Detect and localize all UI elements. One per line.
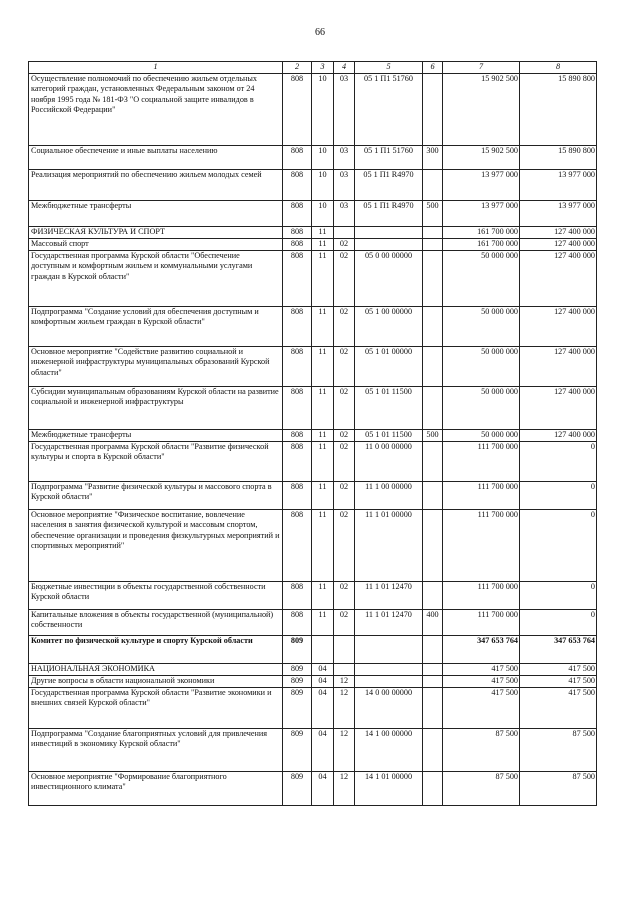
cell-grbs: 808	[283, 429, 312, 441]
cell-sum2: 0	[520, 581, 597, 609]
cell-vr: 300	[423, 145, 443, 169]
cell-vr	[423, 169, 443, 200]
cell-vr	[423, 581, 443, 609]
cell-vr	[423, 441, 443, 481]
cell-rz: 11	[312, 346, 334, 386]
table-row	[29, 441, 597, 481]
cell-csr: 11 1 01 00000	[355, 509, 423, 581]
cell-sum2: 127 400 000	[520, 429, 597, 441]
cell-vr	[423, 675, 443, 687]
cell-pr: 02	[334, 481, 355, 509]
cell-csr: 05 1 01 11500	[355, 386, 423, 429]
table-row	[29, 509, 597, 581]
cell-pr: 03	[334, 200, 355, 226]
table-row	[29, 226, 597, 238]
cell-sum2: 0	[520, 441, 597, 481]
cell-rz: 04	[312, 675, 334, 687]
cell-grbs: 808	[283, 581, 312, 609]
cell-vr: 400	[423, 609, 443, 635]
cell-sum1: 417 500	[443, 675, 520, 687]
cell-name: Государственная программа Курской области "Развитие физической культуры и спорта в Курской области"	[29, 441, 283, 481]
cell-rz: 10	[312, 73, 334, 145]
cell-grbs: 808	[283, 226, 312, 238]
cell-sum1: 161 700 000	[443, 226, 520, 238]
cell-vr	[423, 226, 443, 238]
cell-sum1: 417 500	[443, 663, 520, 675]
cell-pr: 02	[334, 346, 355, 386]
cell-pr	[334, 226, 355, 238]
cell-csr: 05 1 П1 51760	[355, 73, 423, 145]
cell-vr	[423, 346, 443, 386]
cell-sum1: 161 700 000	[443, 238, 520, 250]
cell-name: Социальное обеспечение и иные выплаты населению	[29, 145, 283, 169]
cell-vr	[423, 687, 443, 728]
table-row	[29, 145, 597, 169]
cell-csr: 11 1 01 12470	[355, 581, 423, 609]
cell-grbs: 808	[283, 169, 312, 200]
table-row	[29, 675, 597, 687]
column-header: 2	[283, 62, 312, 74]
cell-grbs: 808	[283, 73, 312, 145]
cell-sum1: 111 700 000	[443, 481, 520, 509]
cell-sum1: 87 500	[443, 771, 520, 805]
cell-sum1: 13 977 000	[443, 200, 520, 226]
column-header: 4	[334, 62, 355, 74]
table-row	[29, 200, 597, 226]
cell-pr	[334, 635, 355, 663]
cell-vr	[423, 250, 443, 306]
cell-rz: 11	[312, 509, 334, 581]
cell-sum1: 15 902 500	[443, 73, 520, 145]
cell-sum1: 15 902 500	[443, 145, 520, 169]
header-row	[29, 62, 597, 74]
cell-name: Реализация мероприятий по обеспечению жильем молодых семей	[29, 169, 283, 200]
cell-name: Подпрограмма "Развитие физической культуры и массового спорта в Курской области"	[29, 481, 283, 509]
cell-sum1: 111 700 000	[443, 609, 520, 635]
cell-sum1: 50 000 000	[443, 429, 520, 441]
cell-rz: 11	[312, 481, 334, 509]
cell-csr: 05 1 00 00000	[355, 306, 423, 346]
cell-grbs: 808	[283, 609, 312, 635]
cell-sum1: 111 700 000	[443, 441, 520, 481]
cell-grbs: 808	[283, 200, 312, 226]
cell-sum2: 417 500	[520, 687, 597, 728]
cell-pr: 02	[334, 306, 355, 346]
cell-pr: 02	[334, 509, 355, 581]
cell-grbs: 808	[283, 306, 312, 346]
cell-rz: 04	[312, 771, 334, 805]
column-header: 3	[312, 62, 334, 74]
cell-csr: 05 0 00 00000	[355, 250, 423, 306]
cell-rz: 11	[312, 581, 334, 609]
cell-pr: 02	[334, 441, 355, 481]
cell-grbs: 809	[283, 771, 312, 805]
table-row	[29, 386, 597, 429]
cell-rz: 11	[312, 250, 334, 306]
cell-sum2: 127 400 000	[520, 306, 597, 346]
cell-name: Подпрограмма "Создание благоприятных условий для привлечения инвестиций в экономику Курской области"	[29, 728, 283, 771]
cell-grbs: 808	[283, 346, 312, 386]
table-row	[29, 581, 597, 609]
cell-vr	[423, 509, 443, 581]
table-row	[29, 429, 597, 441]
cell-csr	[355, 226, 423, 238]
cell-rz: 11	[312, 386, 334, 429]
cell-sum2: 87 500	[520, 771, 597, 805]
cell-name: Основное мероприятие "Формирование благоприятного инвестиционного климата"	[29, 771, 283, 805]
column-header: 6	[423, 62, 443, 74]
cell-sum2: 15 890 800	[520, 145, 597, 169]
cell-vr	[423, 728, 443, 771]
cell-grbs: 808	[283, 386, 312, 429]
cell-rz: 11	[312, 429, 334, 441]
table-row	[29, 728, 597, 771]
cell-sum1: 13 977 000	[443, 169, 520, 200]
cell-csr	[355, 675, 423, 687]
cell-sum2: 127 400 000	[520, 346, 597, 386]
cell-sum1: 111 700 000	[443, 581, 520, 609]
cell-csr	[355, 663, 423, 675]
column-header: 1	[29, 62, 283, 74]
table-row	[29, 609, 597, 635]
table-row	[29, 687, 597, 728]
cell-vr	[423, 238, 443, 250]
cell-pr: 12	[334, 728, 355, 771]
cell-csr: 14 0 00 00000	[355, 687, 423, 728]
cell-name: Основное мероприятие "Физическое воспитание, вовлечение населения в занятия физической культурой и массовым спортом, обеспечение организации и проведения физкультурных мероприятий и спортивных мероприятий"	[29, 509, 283, 581]
cell-name: НАЦИОНАЛЬНАЯ ЭКОНОМИКА	[29, 663, 283, 675]
table-row	[29, 238, 597, 250]
table-row	[29, 771, 597, 805]
cell-sum1: 50 000 000	[443, 306, 520, 346]
cell-rz: 04	[312, 687, 334, 728]
cell-name: Подпрограмма "Создание условий для обеспечения доступным и комфортным жильем граждан в Курской области"	[29, 306, 283, 346]
cell-rz: 11	[312, 238, 334, 250]
table-row	[29, 250, 597, 306]
cell-pr	[334, 663, 355, 675]
cell-sum2: 347 653 764	[520, 635, 597, 663]
cell-grbs: 809	[283, 635, 312, 663]
cell-rz	[312, 635, 334, 663]
cell-sum2: 0	[520, 609, 597, 635]
cell-name: Комитет по физической культуре и спорту Курской области	[29, 635, 283, 663]
cell-name: Капитальные вложения в объекты государственной (муниципальной) собственности	[29, 609, 283, 635]
cell-sum2: 127 400 000	[520, 250, 597, 306]
cell-csr: 11 1 00 00000	[355, 481, 423, 509]
cell-rz: 04	[312, 728, 334, 771]
cell-csr: 11 1 01 12470	[355, 609, 423, 635]
cell-pr: 02	[334, 581, 355, 609]
cell-rz: 04	[312, 663, 334, 675]
cell-vr	[423, 635, 443, 663]
budget-table	[28, 61, 597, 806]
cell-name: ФИЗИЧЕСКАЯ КУЛЬТУРА И СПОРТ	[29, 226, 283, 238]
cell-name: Субсидии муниципальным образованиям Курской области на развитие социальной и инженерной инфраструктуры	[29, 386, 283, 429]
cell-sum2: 417 500	[520, 663, 597, 675]
cell-grbs: 808	[283, 481, 312, 509]
table-row	[29, 73, 597, 145]
table-row	[29, 481, 597, 509]
cell-csr: 05 1 01 11500	[355, 429, 423, 441]
cell-vr	[423, 306, 443, 346]
cell-sum2: 87 500	[520, 728, 597, 771]
cell-pr: 12	[334, 687, 355, 728]
cell-csr: 14 1 00 00000	[355, 728, 423, 771]
cell-pr: 12	[334, 675, 355, 687]
cell-name: Межбюджетные трансферты	[29, 200, 283, 226]
cell-csr: 05 1 П1 51760	[355, 145, 423, 169]
cell-grbs: 808	[283, 441, 312, 481]
table-row	[29, 635, 597, 663]
cell-pr: 02	[334, 250, 355, 306]
cell-name: Массовый спорт	[29, 238, 283, 250]
cell-sum1: 347 653 764	[443, 635, 520, 663]
cell-pr: 03	[334, 145, 355, 169]
cell-sum1: 50 000 000	[443, 250, 520, 306]
cell-csr	[355, 635, 423, 663]
cell-grbs: 808	[283, 509, 312, 581]
cell-csr: 05 1 П1 R4970	[355, 169, 423, 200]
cell-vr: 500	[423, 200, 443, 226]
cell-name: Государственная программа Курской области "Развитие экономики и внешних связей Курской области"	[29, 687, 283, 728]
cell-rz: 11	[312, 226, 334, 238]
cell-pr: 03	[334, 169, 355, 200]
cell-vr: 500	[423, 429, 443, 441]
cell-rz: 10	[312, 200, 334, 226]
cell-vr	[423, 386, 443, 429]
cell-pr: 02	[334, 238, 355, 250]
cell-csr	[355, 238, 423, 250]
cell-name: Другие вопросы в области национальной экономики	[29, 675, 283, 687]
cell-sum2: 13 977 000	[520, 169, 597, 200]
table-row	[29, 663, 597, 675]
cell-name: Основное мероприятие "Содействие развитию социальной и инженерной инфраструктуры муниципальных образований Курской области"	[29, 346, 283, 386]
table-row	[29, 346, 597, 386]
table-row	[29, 169, 597, 200]
cell-vr	[423, 481, 443, 509]
column-header: 7	[443, 62, 520, 74]
cell-sum1: 417 500	[443, 687, 520, 728]
cell-sum2: 13 977 000	[520, 200, 597, 226]
cell-rz: 11	[312, 306, 334, 346]
cell-sum1: 111 700 000	[443, 509, 520, 581]
column-header: 8	[520, 62, 597, 74]
cell-pr: 02	[334, 386, 355, 429]
cell-rz: 11	[312, 441, 334, 481]
cell-grbs: 809	[283, 675, 312, 687]
cell-sum2: 127 400 000	[520, 226, 597, 238]
table-row	[29, 306, 597, 346]
cell-vr	[423, 771, 443, 805]
page-number: 66	[315, 27, 325, 38]
cell-sum2: 127 400 000	[520, 238, 597, 250]
cell-sum2: 417 500	[520, 675, 597, 687]
cell-csr: 05 1 П1 R4970	[355, 200, 423, 226]
cell-grbs: 808	[283, 250, 312, 306]
cell-rz: 10	[312, 169, 334, 200]
cell-pr: 02	[334, 609, 355, 635]
cell-sum1: 50 000 000	[443, 346, 520, 386]
cell-vr	[423, 73, 443, 145]
cell-rz: 10	[312, 145, 334, 169]
cell-sum2: 127 400 000	[520, 386, 597, 429]
cell-sum2: 0	[520, 481, 597, 509]
cell-pr: 12	[334, 771, 355, 805]
cell-name: Осуществление полномочий по обеспечению жильем отдельных категорий граждан, установленных Федеральным законом от 24 ноября 1995 года № 181-ФЗ "О социальной защите инвалидов в Российской Федерации"	[29, 73, 283, 145]
cell-grbs: 808	[283, 145, 312, 169]
cell-grbs: 808	[283, 238, 312, 250]
cell-vr	[423, 663, 443, 675]
cell-csr: 05 1 01 00000	[355, 346, 423, 386]
cell-name: Бюджетные инвестиции в объекты государственной собственности Курской области	[29, 581, 283, 609]
cell-grbs: 809	[283, 687, 312, 728]
cell-grbs: 809	[283, 663, 312, 675]
cell-csr: 11 0 00 00000	[355, 441, 423, 481]
cell-csr: 14 1 01 00000	[355, 771, 423, 805]
cell-sum1: 87 500	[443, 728, 520, 771]
cell-name: Межбюджетные трансферты	[29, 429, 283, 441]
column-header: 5	[355, 62, 423, 74]
cell-grbs: 809	[283, 728, 312, 771]
cell-rz: 11	[312, 609, 334, 635]
cell-pr: 02	[334, 429, 355, 441]
cell-pr: 03	[334, 73, 355, 145]
cell-sum2: 15 890 800	[520, 73, 597, 145]
cell-name: Государственная программа Курской области "Обеспечение доступным и комфортным жильем и коммунальными услугами граждан в Курской области"	[29, 250, 283, 306]
cell-sum1: 50 000 000	[443, 386, 520, 429]
cell-sum2: 0	[520, 509, 597, 581]
